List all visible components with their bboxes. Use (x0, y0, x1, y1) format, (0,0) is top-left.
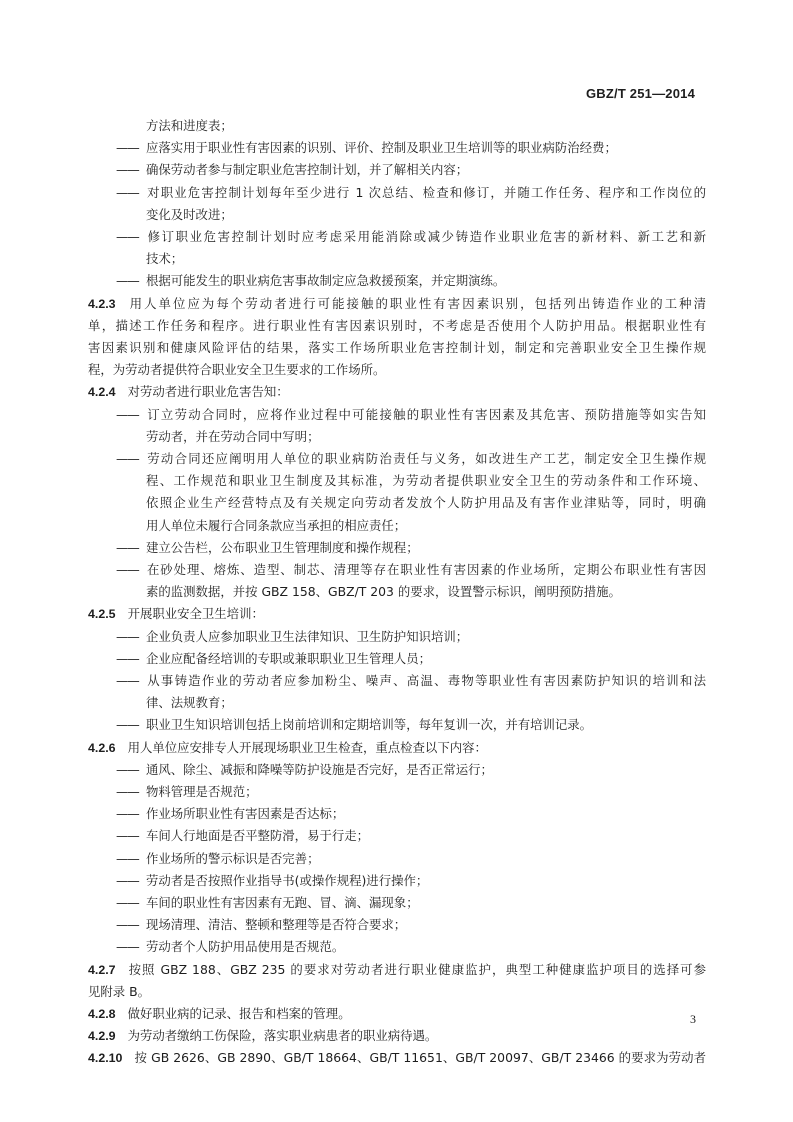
paragraph-line: 单，描述工作任务和程序。进行职业性有害因素识别时，不考虑是否使用个人防护用品。根据职业性有 (88, 317, 706, 333)
list-dash: —— (116, 450, 139, 466)
clause (88, 737, 706, 759)
list-item-continuation: 程、工作规范和职业卫生制度及其标准，为劳动者提供职业安全卫生的劳动条件和工作环境、 (146, 473, 706, 489)
list-dash: —— (116, 761, 139, 777)
list-item-text: 职业卫生知识培训包括上岗前培训和定期培训等，每年复训一次，并有培训记录。 (146, 717, 593, 733)
clause-number: 4.2.5 (88, 607, 116, 622)
list-item-text: 通风、除尘、减振和降噪等防护设施是否完好，是否正常运行； (146, 761, 493, 777)
list-item-continuation: 依照企业生产经营特点及有关规定向劳动者发放个人防护用品及有害作业津贴等，同时，明确 (146, 495, 706, 511)
list-item (88, 803, 706, 825)
document-body (88, 115, 706, 1070)
list-item-text: 应落实用于职业性有害因素的识别、评价、控制及职业卫生培训等的职业病防治经费； (146, 140, 617, 156)
list-dash: —— (116, 184, 139, 200)
list-item-text: 物料管理是否规范； (146, 783, 258, 799)
clause-text: 用人单位应为每个劳动者进行可能接触的职业性有害因素识别，包括列出铸造作业的工种清 (127, 295, 706, 311)
document-code: GBZ/T 251—2014 (585, 86, 695, 101)
list-dash: —— (116, 783, 139, 799)
list-item (88, 825, 706, 847)
list-item-text: 确保劳动者参与制定职业危害控制计划，并了解相关内容； (146, 162, 469, 178)
list-item (88, 226, 706, 248)
list-item-text: 现场清理、清洁、整顿和整理等是否符合要求； (146, 917, 407, 933)
list-item (88, 537, 706, 559)
list-dash: —— (116, 717, 139, 733)
clause (88, 293, 706, 315)
clause-number: 4.2.9 (88, 1029, 116, 1044)
list-item (88, 404, 706, 426)
list-item-text: 修订职业危害控制计划时应考虑采用能消除或减少铸造作业职业危害的新材料、新工艺和新 (146, 229, 706, 244)
list-item (88, 848, 706, 870)
list-dash: —— (116, 406, 139, 422)
list-item (88, 781, 706, 803)
paragraph-line: 害因素识别和健康风险评估的结果，落实工作场所职业危害控制计划，制定和完善职业安全卫生操作规 (88, 339, 706, 355)
list-dash: —— (116, 273, 139, 289)
list-item (88, 648, 706, 670)
list-item (88, 626, 706, 648)
list-dash: —— (116, 162, 139, 178)
clause-text: 用人单位应安排专人开展现场职业卫生检查，重点检查以下内容： (127, 739, 487, 755)
clause-text: 开展职业安全卫生培训： (127, 606, 264, 622)
clause-number: 4.2.4 (88, 385, 116, 400)
paragraph-line: 程，为劳动者提供符合职业安全卫生要求的工作场所。 (88, 362, 386, 378)
clause-text: 对劳动者进行职业危害告知： (127, 384, 289, 400)
clause-text: 做好职业病的记录、报告和档案的管理。 (127, 1005, 351, 1021)
list-item-text: 对职业危害控制计划每年至少进行 1 次总结、检查和修订，并随工作任务、程序和工作岗位的 (146, 184, 706, 200)
list-item-text: 在砂处理、熔炼、造型、制芯、清理等存在职业性有害因素的作业场所，定期公布职业性有害因 (146, 561, 706, 577)
paragraph-line: 见附录 B。 (88, 983, 151, 999)
list-item (88, 870, 706, 892)
list-item-text: 企业负责人应参加职业卫生法律知识、卫生防护知识培训； (146, 628, 469, 644)
list-item (88, 759, 706, 781)
list-item (88, 670, 706, 692)
list-dash: —— (116, 828, 139, 844)
list-item-text: 企业应配备经培训的专职或兼职职业卫生管理人员； (146, 650, 431, 666)
clause (88, 959, 706, 981)
list-dash: —— (116, 894, 139, 910)
list-dash: —— (116, 672, 139, 688)
clause-text: 按照 GBZ 188、GBZ 235 的要求对劳动者进行职业健康监护，典型工种健康监护项目的选择可参 (127, 961, 706, 977)
list-item-text: 劳动者个人防护用品使用是否规范。 (146, 939, 345, 955)
list-item-text: 作业场所职业性有害因素是否达标； (146, 806, 345, 822)
list-item (88, 936, 706, 958)
list-item (88, 914, 706, 936)
list-dash: —— (116, 140, 139, 156)
list-item-text: 建立公告栏，公布职业卫生管理制度和操作规程； (146, 539, 419, 555)
clause-number: 4.2.10 (88, 1051, 123, 1066)
list-item (88, 137, 706, 159)
list-item (88, 182, 706, 204)
list-item-continuation: 用人单位未履行合同条款应当承担的相应责任； (146, 517, 407, 533)
list-item-text: 作业场所的警示标识是否完善； (146, 850, 320, 866)
list-item-text: 车间的职业性有害因素有无跑、冒、滴、漏现象； (146, 894, 419, 910)
list-item-continuation: 律、法规教育； (146, 695, 233, 711)
list-dash: —— (116, 628, 139, 644)
list-dash: —— (116, 917, 139, 933)
clause (88, 1003, 706, 1025)
list-dash: —— (116, 850, 139, 866)
list-item-text: 从事铸造作业的劳动者应参加粉尘、噪声、高温、毒物等职业性有害因素防护知识的培训和法 (146, 672, 706, 688)
list-item-continuation: 素的监测数据，并按 GBZ 158、GBZ/T 203 的要求，设置警示标识，阐明预防措施。 (146, 584, 621, 600)
list-dash: —— (116, 872, 139, 888)
list-dash: —— (116, 561, 139, 577)
list-item (88, 270, 706, 292)
clause (88, 1047, 706, 1069)
list-item-continuation: 方法和进度表； (146, 118, 233, 133)
list-item-text: 车间人行地面是否平整防滑，易于行走； (146, 828, 370, 844)
list-dash: —— (116, 806, 139, 822)
list-item-text: 劳动合同还应阐明用人单位的职业病防治责任与义务，如改进生产工艺，制定安全卫生操作规 (146, 450, 706, 466)
list-item-continuation: 劳动者，并在劳动合同中写明； (146, 428, 320, 444)
clause-number: 4.2.6 (88, 740, 116, 755)
list-dash: —— (116, 539, 139, 555)
list-item-continuation: 变化及时改进； (146, 206, 233, 222)
list-item (88, 159, 706, 181)
list-dash: —— (116, 229, 139, 244)
list-dash: —— (116, 650, 139, 666)
list-item-text: 劳动者是否按照作业指导书(或操作规程)进行操作； (146, 872, 429, 888)
list-dash: —— (116, 939, 139, 955)
list-item-continuation: 技术； (146, 251, 184, 267)
clause-text: 为劳动者缴纳工伤保险，落实职业病患者的职业病待遇。 (127, 1028, 438, 1044)
page-number: 3 (690, 1012, 696, 1026)
list-item (88, 892, 706, 914)
clause (88, 381, 706, 403)
list-item (88, 559, 706, 581)
list-item (88, 714, 706, 736)
clause-number: 4.2.3 (88, 296, 116, 311)
clause-number: 4.2.7 (88, 962, 116, 977)
clause-number: 4.2.8 (88, 1006, 116, 1021)
list-item (88, 448, 706, 470)
clause-text: 按 GB 2626、GB 2890、GB/T 18664、GB/T 11651、GB/T 20097、GB/T 23466 的要求为劳动者 (134, 1050, 706, 1066)
clause (88, 1025, 706, 1047)
clause (88, 603, 706, 625)
list-item-text: 订立劳动合同时，应将作业过程中可能接触的职业性有害因素及其危害、预防措施等如实告知 (146, 406, 706, 422)
list-item-text: 根据可能发生的职业病危害事故制定应急救援预案，并定期演练。 (146, 273, 506, 289)
